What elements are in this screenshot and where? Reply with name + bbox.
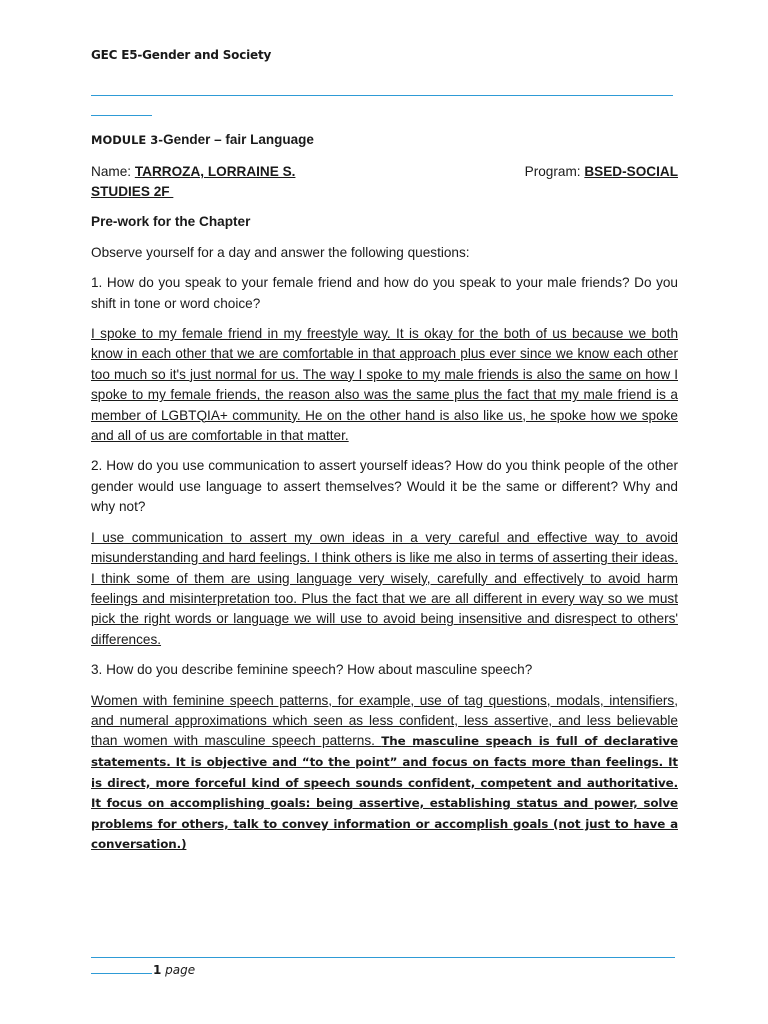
document-body [91, 130, 678, 865]
prework-instruction: Observe yourself for a day and answer the following questions: [91, 244, 470, 260]
header-rule-short [91, 115, 152, 116]
page-number: 1 [153, 963, 162, 977]
page-label: page [161, 963, 196, 977]
name-field [91, 162, 295, 182]
footer-rule [91, 957, 675, 958]
answer-1: I spoke to my female friend in my freestyle way. It is okay for the both of us because we both know in each other that we are comfortable in that approach plus ever since we know each other too much so it's just normal for us. The way I spoke to my male friends is also the same on how I spoke to my female friends, the reason also was the same plus the fact that my male friend is a member of LGBTQIA+ community. He on the other hand is also like us, he spoke how we spoke and all of us are comfortable in that matter. [91, 326, 678, 444]
footer-short-rule [91, 961, 152, 974]
answer-3-bold-text: The masculine speach is full of declarative statements. It is objective and “to the point” and focus on facts more than feelings. It is direct, more forceful kind of speech sounds confident, competent and authoritative. It focus on accomplishing goals: being assertive, establishing status and power, solve problems for others, talk to convey information or accomplish goals (not just to have a conversation.) [91, 734, 679, 852]
program-name-continued: STUDIES 2F [91, 184, 174, 200]
question-1: 1. How do you speak to your female friend and how do you speak to your male friends? Do you shift in tone or word choice? [91, 275, 678, 311]
student-name: TARROZA, LORRAINE S. [134, 164, 296, 180]
student-info [91, 162, 678, 202]
program-name: BSED-SOCIAL [584, 164, 678, 180]
name-label: Name: [91, 164, 135, 180]
header-rule-long [91, 95, 673, 96]
prework-title: Pre-work for the Chapter [91, 214, 251, 230]
module-name: Gender – fair Language [163, 132, 314, 147]
module-prefix: MODULE 3- [91, 133, 164, 147]
course-header: GEC E5-Gender and Society [91, 48, 272, 62]
program-label: Program: [524, 164, 585, 180]
page-footer [91, 961, 195, 977]
program-field [525, 162, 678, 182]
module-title [91, 130, 678, 150]
question-3: 3. How do you describe feminine speech? How about masculine speech? [91, 662, 533, 678]
answer-3 [91, 691, 678, 855]
answer-2: I use communication to assert my own ideas in a very careful and effective way to avoid misunderstanding and hard feelings. I think others is like me also in terms of asserting their ideas. I think some of them are using language very wisely, carefully and effectively to avoid harm feelings and misinterpretation too. Plus the fact that we are all different in every way so we must pick the right words or language we will use to avoid being insensitive and disrespect to others' differences. [91, 529, 678, 647]
question-2: 2. How do you use communication to assert yourself ideas? How do you think people of the other gender would use language to assert themselves? Would it be the same or different? Why and why not? [91, 458, 678, 515]
answer-3-text: Women with feminine speech patterns, for example, use of tag questions, modals, intensifiers, and numeral approximations which seen as less confident, less assertive, and less believable than women with masculine speech patterns. [91, 692, 678, 749]
